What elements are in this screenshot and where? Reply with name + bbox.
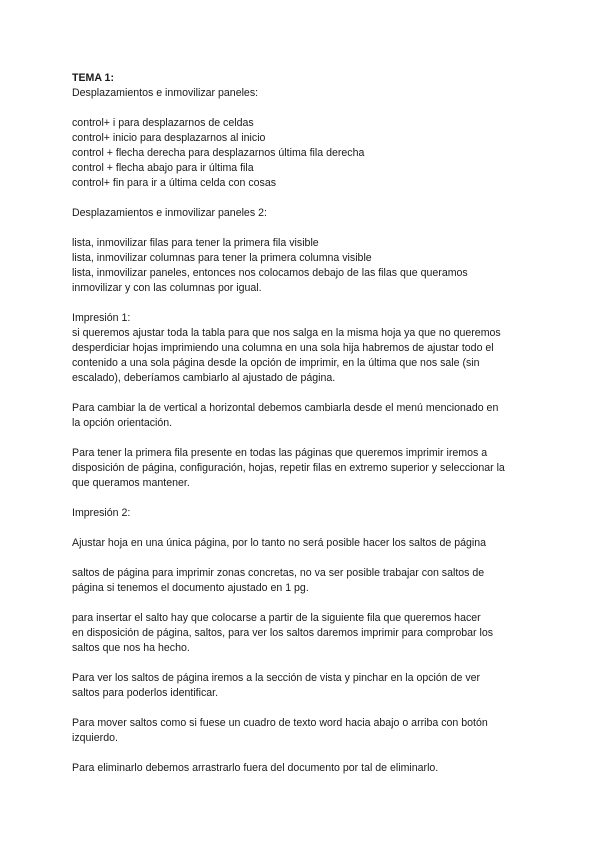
list-item: inmovilizar y con las columnas por igual.	[72, 282, 262, 294]
paragraph-line: Para mover saltos como si fuese un cuadro de texto word hacia abajo o arriba con botón	[72, 717, 488, 729]
section-heading: Desplazamientos e inmovilizar paneles 2:	[72, 207, 267, 219]
paragraph-line: en disposición de página, saltos, para ver los saltos daremos imprimir para comprobar los	[72, 627, 494, 639]
paragraph-line: escalado), deberíamos cambiarlo al ajustado de página.	[72, 372, 336, 384]
document-body	[72, 71, 532, 776]
paragraph-line: Para tener la primera fila presente en todas las páginas que queremos imprimir iremos a	[72, 447, 488, 459]
list-item: control+ i para desplazarnos de celdas	[72, 117, 254, 129]
section-heading: Desplazamientos e inmovilizar paneles:	[72, 87, 259, 99]
paragraph-line: izquierdo.	[72, 732, 118, 744]
paragraph-line: para insertar el salto hay que colocarse a partir de la siguiente fila que queremos hacer	[72, 612, 481, 624]
document-title: TEMA 1:	[72, 72, 114, 84]
paragraph-line: si queremos ajustar toda la tabla para que nos salga en la misma hoja ya que no queremos	[72, 327, 501, 339]
paragraph-line: Para eliminarlo debemos arrastrarlo fuera del documento por tal de eliminarlo.	[72, 762, 439, 774]
paragraph-line: página si tenemos el documento ajustado en 1 pg.	[72, 582, 309, 594]
paragraph-line: desperdiciar hojas imprimiendo una columna en una sola hija habremos de ajustar todo el	[72, 342, 494, 354]
paragraph-line: disposición de página, configuración, hojas, repetir filas en extremo superior y seleccionar la	[72, 462, 505, 474]
list-item: control+ fin para ir a última celda con cosas	[72, 177, 277, 189]
section-heading: Impresión 2:	[72, 507, 131, 519]
paragraph-line: saltos que nos ha hecho.	[72, 642, 190, 654]
paragraph-line: saltos de página para imprimir zonas concretas, no va ser posible trabajar con saltos de	[72, 567, 485, 579]
list-item: lista, inmovilizar filas para tener la primera fila visible	[72, 237, 319, 249]
section-heading: Impresión 1:	[72, 312, 131, 324]
list-item: control + flecha abajo para ir última fila	[72, 162, 254, 174]
paragraph-line: la opción orientación.	[72, 417, 173, 429]
list-item: lista, inmovilizar columnas para tener la primera columna visible	[72, 252, 372, 264]
paragraph-line: contenido a una sola página desde la opción de imprimir, en la última que nos sale (sin	[72, 357, 480, 369]
paragraph-line: que queramos mantener.	[72, 477, 190, 489]
paragraph-line: Para ver los saltos de página iremos a la sección de vista y pinchar en la opción de ver	[72, 672, 481, 684]
paragraph-line: Ajustar hoja en una única página, por lo tanto no será posible hacer los saltos de página	[72, 537, 487, 549]
paragraph-line: Para cambiar la de vertical a horizontal debemos cambiarla desde el menú mencionado en	[72, 402, 499, 414]
list-item: control+ inicio para desplazarnos al inicio	[72, 132, 266, 144]
list-item: lista, inmovilizar paneles, entonces nos colocamos debajo de las filas que queramos	[72, 267, 468, 279]
paragraph-line: saltos para poderlos identificar.	[72, 687, 219, 699]
list-item: control + flecha derecha para desplazarnos última fila derecha	[72, 147, 365, 159]
